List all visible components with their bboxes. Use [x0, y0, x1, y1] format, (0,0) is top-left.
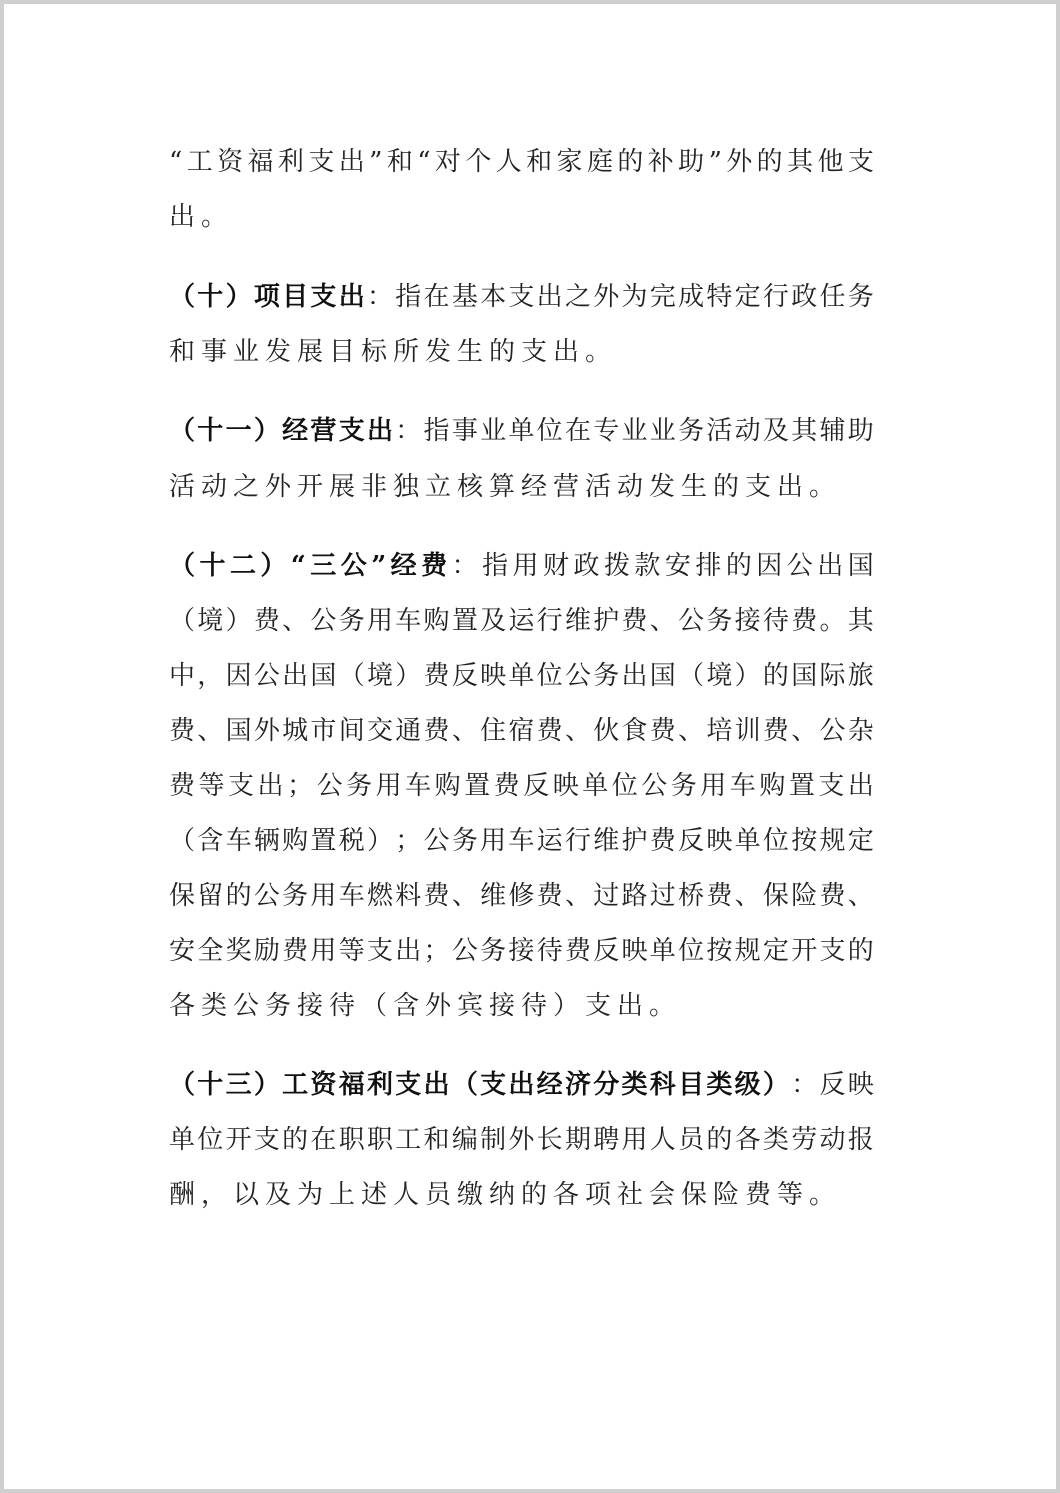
paragraph-10-line-1: （ 十 ） 项 目 支 出 ： 指 在 基 本 支 出 之 外 为 完 成 特 定 行 政 任 务 [169, 282, 874, 312]
text-line: 出。 [169, 202, 234, 232]
text-line: 安 全 奖 励 费 用 等 支 出 ； 公 务 接 待 费 反 映 单 位 按 规 定 开 支 的 [169, 936, 874, 966]
text-line: 和事业发展目标所发生的支出。 [169, 337, 618, 367]
text-line: （ 境 ） 费 、 公 务 用 车 购 置 及 运 行 维 护 费 、 公 务 接 待 费 。 其 [169, 606, 874, 636]
paragraph-13-line-1: （ 十 三 ） 工 资 福 利 支 出 （ 支 出 经 济 分 类 科 目 类 级 ） ： 反 映 [169, 1070, 874, 1100]
text-line: 保 留 的 公 务 用 车 燃 料 费 、 维 修 费 、 过 路 过 桥 费 、 保 险 费 、 [169, 881, 874, 911]
text-line: “ 工 资 福 利 支 出 ” 和 “ 对 个 人 和 家 庭 的 补 助 ” 外 的 其 他 支 [169, 147, 874, 177]
text-line: 费 、 国 外 城 市 间 交 通 费 、 住 宿 费 、 伙 食 费 、 培 训 费 、 公 杂 [169, 716, 874, 746]
text-line: 费 等 支 出 ； 公 务 用 车 购 置 费 反 映 单 位 公 务 用 车 购 置 支 出 [169, 771, 874, 801]
text-line: 单 位 开 支 的 在 职 职 工 和 编 制 外 长 期 聘 用 人 员 的 各 类 劳 动 报 [169, 1125, 874, 1155]
paragraph-12-line-1: （ 十 二 ） “ 三 公 ” 经 费 ： 指 用 财 政 拨 款 安 排 的 因 公 出 国 [169, 551, 874, 581]
text-line: （ 含 车 辆 购 置 税 ） ； 公 务 用 车 运 行 维 护 费 反 映 单 位 按 规 定 [169, 826, 874, 856]
text-line: 中 ， 因 公 出 国 （ 境 ） 费 反 映 单 位 公 务 出 国 （ 境 ） 的 国 际 旅 [169, 661, 874, 691]
paragraph-11-line-1: （ 十 一 ） 经 营 支 出 ： 指 事 业 单 位 在 专 业 业 务 活 动 及 其 辅 助 [169, 416, 874, 446]
text-line: 酬，以及为上述人员缴纳的各项社会保险费等。 [169, 1180, 842, 1210]
text-line: 活动之外开展非独立核算经营活动发生的支出。 [169, 472, 842, 502]
text-line: 各类公务接待（含外宾接待）支出。 [169, 991, 682, 1021]
